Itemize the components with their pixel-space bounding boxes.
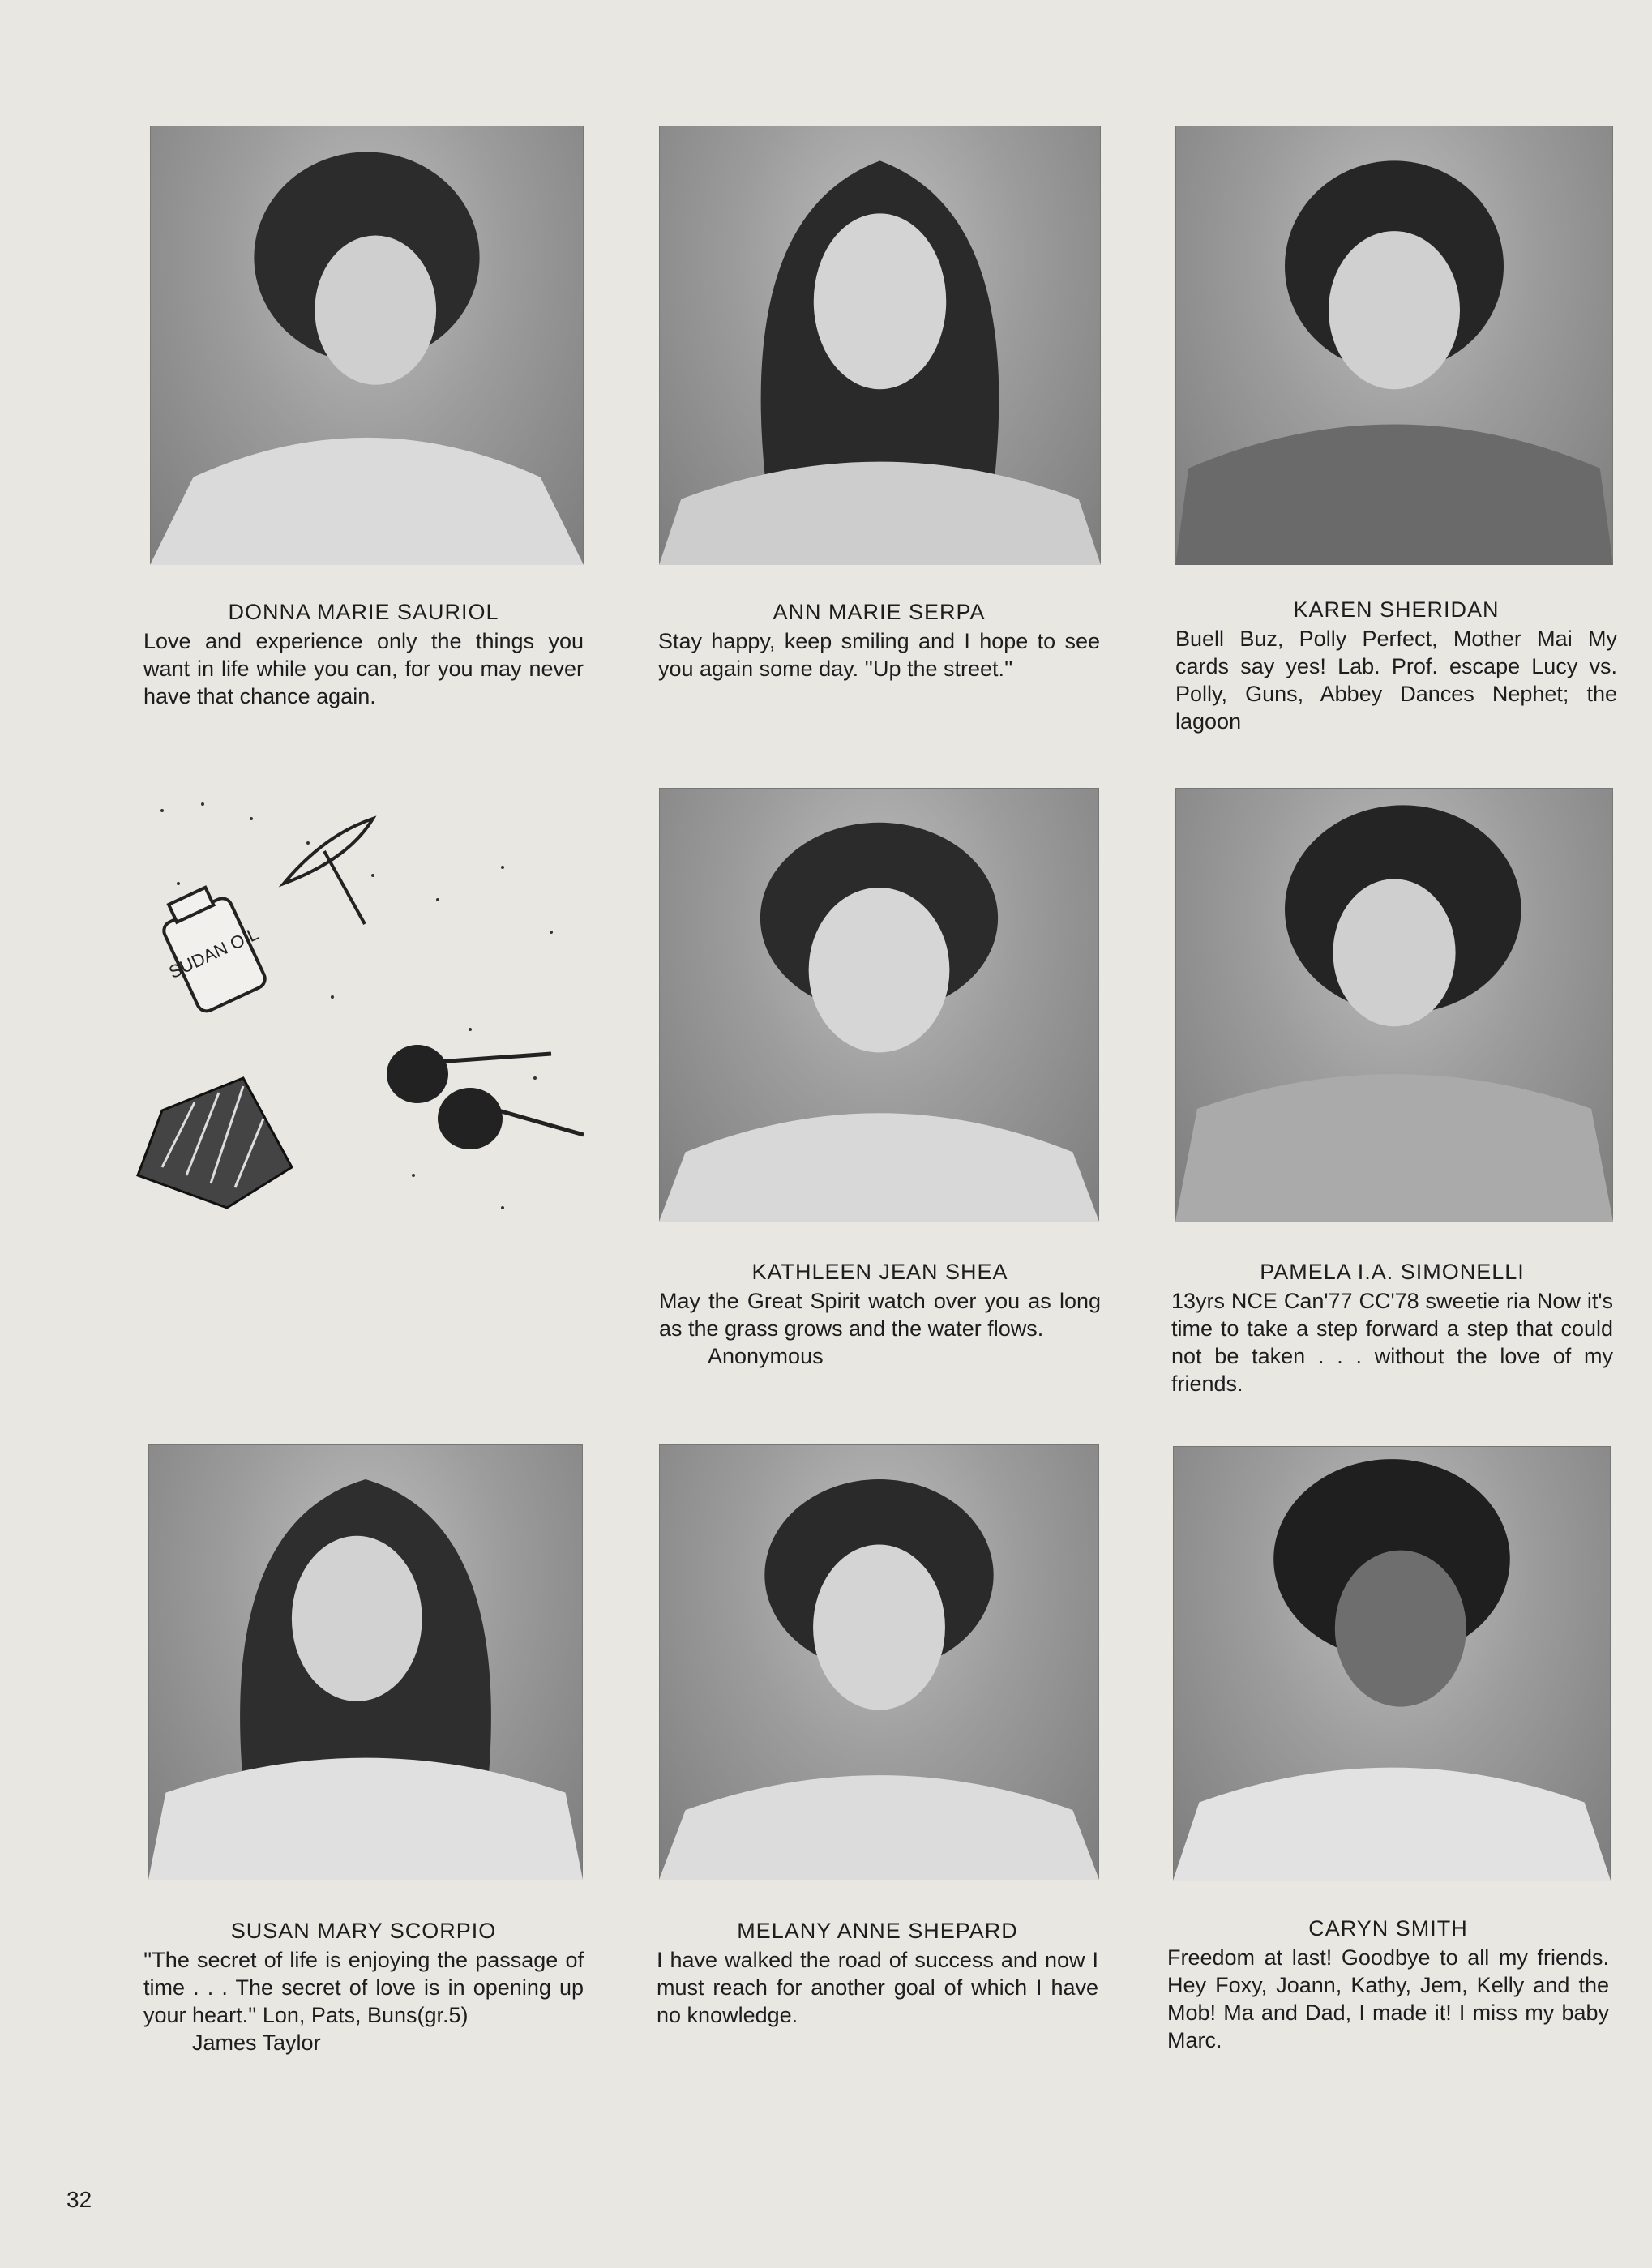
student-name: KAREN SHERIDAN bbox=[1293, 597, 1500, 622]
student-quote: May the Great Spirit watch over you as long as the grass grows and the water flows. bbox=[659, 1289, 1101, 1341]
student-quote: Love and experience only the things you want in life while you can, for you may never have that chance again. bbox=[143, 629, 584, 708]
quote-attribution: James Taylor bbox=[192, 2031, 321, 2055]
caption-sauriol bbox=[143, 598, 584, 710]
portrait-photo-sauriol bbox=[150, 126, 584, 565]
student-quote: ''The secret of life is enjoying the passage of time . . . The secret of love is in opening up your heart.'' Lon, Pats, Buns(gr.5) bbox=[143, 1948, 584, 2027]
portrait-photo-sheridan bbox=[1175, 126, 1613, 565]
caption-shepard bbox=[657, 1917, 1098, 2029]
student-name: KATHLEEN JEAN SHEA bbox=[751, 1260, 1008, 1284]
portrait-photo-scorpio bbox=[148, 1444, 583, 1880]
quote-attribution: Anonymous bbox=[708, 1344, 824, 1368]
student-quote: Stay happy, keep smiling and I hope to see you again some day. ''Up the street.'' bbox=[658, 629, 1100, 681]
caption-serpa bbox=[658, 598, 1100, 683]
portrait-photo-serpa bbox=[659, 126, 1101, 565]
student-quote: 13yrs NCE Can'77 CC'78 sweetie ria Now it's time to take a step forward a step that could not be taken . . . without the love of my friends. bbox=[1171, 1289, 1613, 1396]
student-quote: Freedom at last! Goodbye to all my friends. Hey Foxy, Joann, Kathy, Jem, Kelly and the Mob! Ma and Dad, I made it! I miss my baby Marc. bbox=[1167, 1945, 1609, 2052]
student-name: CARYN SMITH bbox=[1308, 1916, 1468, 1941]
student-quote: Buell Buz, Polly Perfect, Mother Mai My cards say yes! Lab. Prof. escape Lucy vs. Polly, Guns, Abbey Dances Nephet; the lagoon bbox=[1175, 627, 1617, 734]
beach-drawing bbox=[130, 786, 592, 1240]
portrait-photo-shepard bbox=[659, 1444, 1099, 1880]
student-name: DONNA MARIE SAURIOL bbox=[228, 600, 499, 624]
caption-scorpio bbox=[143, 1917, 584, 2056]
student-name: ANN MARIE SERPA bbox=[773, 600, 986, 624]
portrait-photo-smith bbox=[1173, 1446, 1611, 1881]
caption-simonelli bbox=[1171, 1258, 1613, 1397]
caption-shea bbox=[659, 1258, 1101, 1370]
student-name: PAMELA I.A. SIMONELLI bbox=[1260, 1260, 1525, 1284]
caption-smith bbox=[1167, 1915, 1609, 2054]
bottle-label: SUDAN OIL bbox=[165, 923, 262, 983]
portrait-photo-simonelli bbox=[1175, 788, 1613, 1222]
student-name: SUSAN MARY SCORPIO bbox=[230, 1919, 497, 1943]
caption-sheridan bbox=[1175, 596, 1617, 735]
portrait-photo-shea bbox=[659, 788, 1099, 1222]
page-number: 32 bbox=[66, 2187, 92, 2212]
student-name: MELANY ANNE SHEPARD bbox=[737, 1919, 1018, 1943]
student-quote: I have walked the road of success and now I must reach for another goal of which I have no knowledge. bbox=[657, 1948, 1098, 2027]
